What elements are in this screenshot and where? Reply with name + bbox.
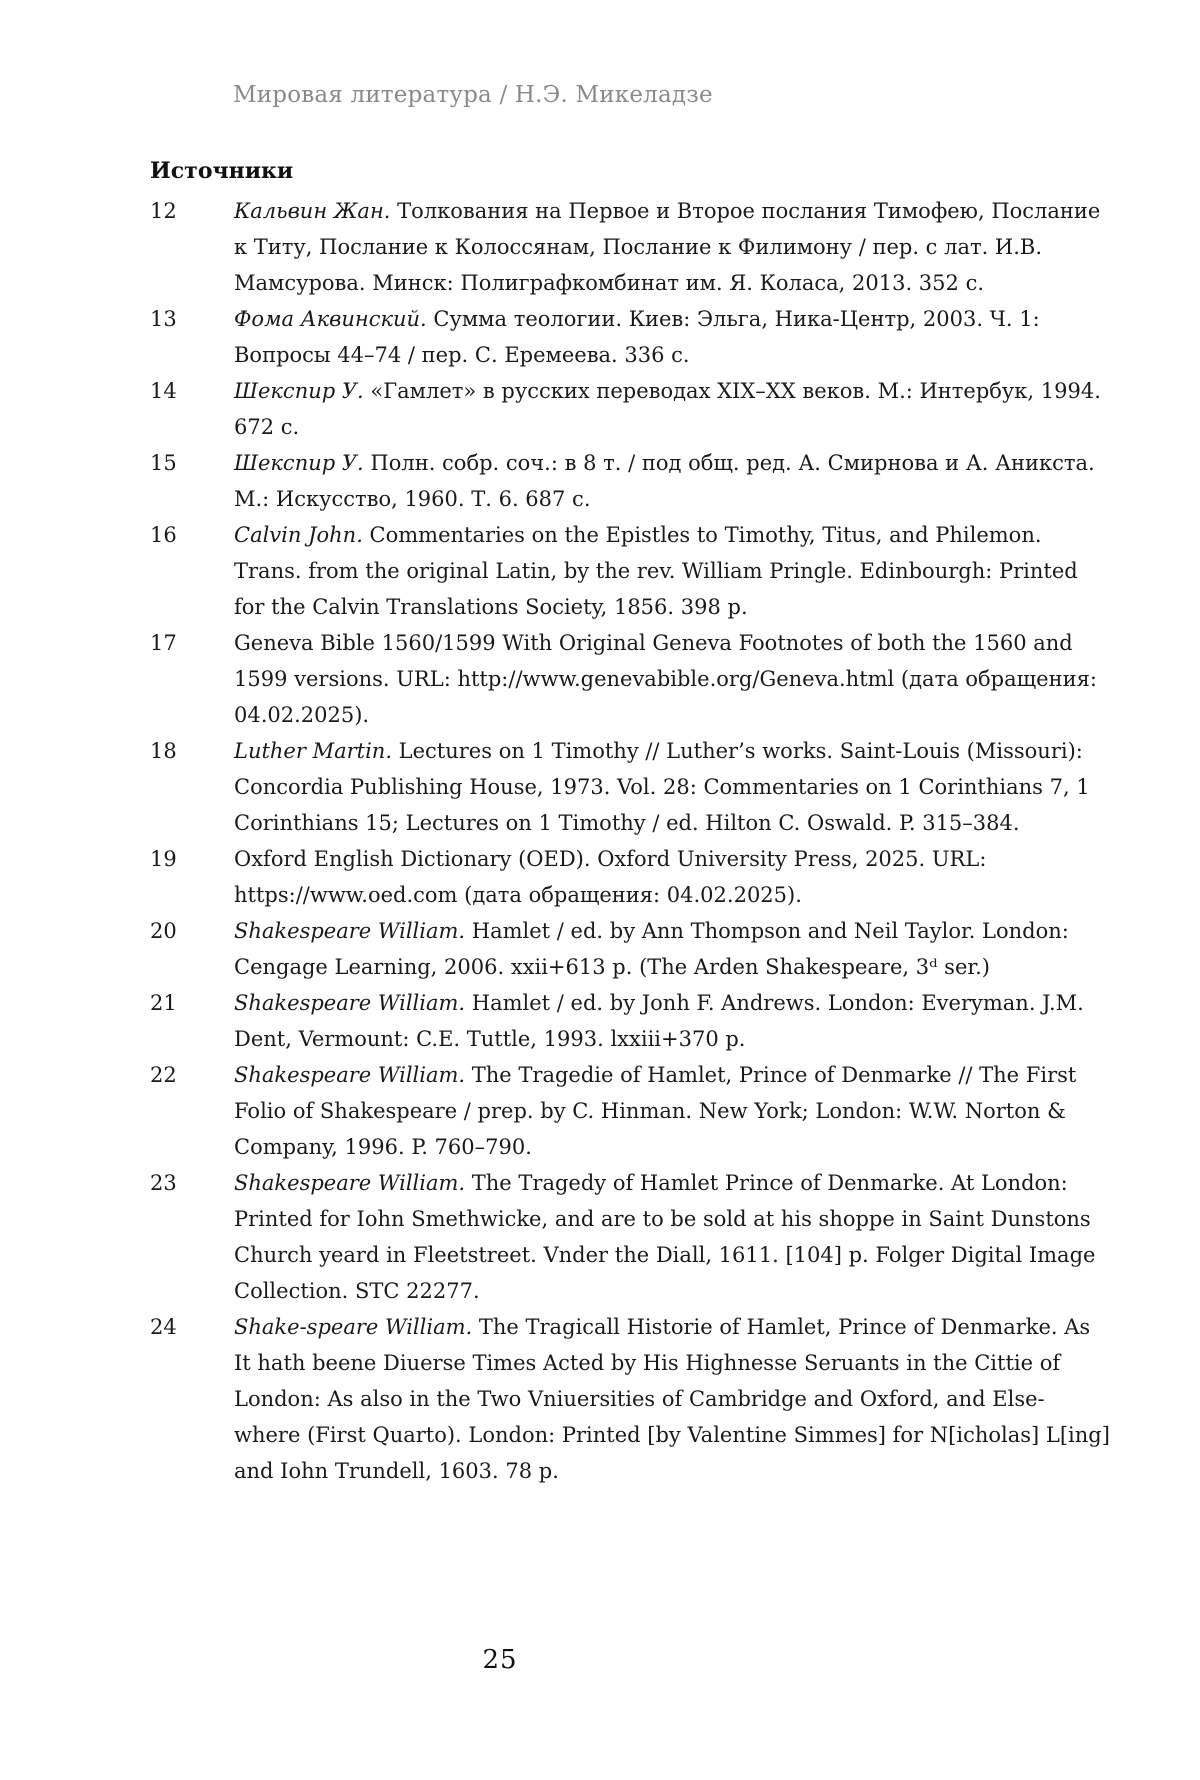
reference-item (150, 517, 1110, 625)
reference-number: 18 (150, 739, 177, 763)
reference-text (234, 841, 1110, 913)
reference-author: Shakespeare William. (234, 1063, 466, 1087)
reference-number: 20 (150, 919, 177, 943)
reference-item (150, 625, 1110, 733)
reference-text (234, 733, 1110, 841)
reference-item (150, 841, 1110, 913)
reference-number: 17 (150, 631, 177, 655)
reference-list (150, 193, 1110, 1489)
reference-body: Commentaries on the Epistles to Timothy, Titus, and Philemon. Trans. from the original Latin, by the rev. William Pringle. Edinbourgh: Printed for the Calvin Translations Society, 1856. 398 p. (234, 523, 1078, 619)
reference-text (234, 517, 1110, 625)
reference-item (150, 913, 1110, 985)
reference-body: Сумма теологии. Киев: Эльга, Ника-Центр, 2003. Ч. 1: Вопросы 44–74 / пер. С. Еремеева. 336 с. (234, 307, 1040, 367)
reference-item (150, 1309, 1110, 1489)
reference-item (150, 445, 1110, 517)
reference-item (150, 301, 1110, 373)
reference-author: Shakespeare William. (234, 919, 466, 943)
reference-body: The Tragedie of Hamlet, Prince of Denmarke // The First Folio of Shakespeare / prep. by C. Hinman. New York; London: W.W. Norton & Company, 1996. P. 760–790. (234, 1063, 1077, 1159)
reference-author: Шекспир У. (234, 451, 364, 475)
running-header: Мировая литература / Н.Э. Микеладзе (233, 82, 713, 108)
reference-body: Lectures on 1 Timothy // Luther’s works. Saint-Louis (Missouri): Concordia Publishing House, 1973. Vol. 28: Commentaries on 1 Corinthians 7, 1 Corinthians 15; Lectures on 1 Timothy / ed. Hilton C. Oswald. P. 315–384. (234, 739, 1090, 835)
reference-text (234, 625, 1110, 733)
reference-number: 23 (150, 1171, 177, 1195)
reference-author: Кальвин Жан. (234, 199, 391, 223)
reference-body: The Tragicall Historie of Hamlet, Prince of Denmarke. As It hath beene Diuerse Times Acted by His Highnesse Seruants in the Cittie of London: As also in the Two Vniuersities of Cambridge and Oxford, and Else-where (First Quarto). London: Printed [by Valentine Simmes] for N[icholas] L[ing] and Iohn Trundell, 1603. 78 p. (234, 1315, 1110, 1483)
reference-body: The Tragedy of Hamlet Prince of Denmarke. At London: Printed for Iohn Smethwicke, and are to be sold at his shoppe in Saint Dunstons Church yeard in Fleetstreet. Vnder the Diall, 1611. [104] p. Folger Digital Image Collection. STC 22277. (234, 1171, 1096, 1303)
reference-item (150, 373, 1110, 445)
reference-item (150, 733, 1110, 841)
reference-number: 24 (150, 1315, 177, 1339)
reference-text (234, 193, 1110, 301)
reference-number: 13 (150, 307, 177, 331)
reference-item (150, 193, 1110, 301)
reference-number: 22 (150, 1063, 177, 1087)
reference-body: Полн. собр. соч.: в 8 т. / под общ. ред. А. Смирнова и А. Аникста. М.: Искусство, 1960. Т. 6. 687 с. (234, 451, 1095, 511)
reference-item (150, 1165, 1110, 1309)
reference-author: Calvin John. (234, 523, 363, 547)
reference-text (234, 373, 1110, 445)
reference-author: Luther Martin. (234, 739, 392, 763)
reference-number: 15 (150, 451, 177, 475)
reference-text (234, 301, 1110, 373)
reference-text (234, 1165, 1110, 1309)
reference-author: Shakespeare William. (234, 991, 466, 1015)
reference-text (234, 445, 1110, 517)
reference-text (234, 1309, 1110, 1489)
reference-author: Шекспир У. (234, 379, 364, 403)
reference-body: «Гамлет» в русских переводах XIX–XX веков. М.: Интербук, 1994. 672 с. (234, 379, 1101, 439)
reference-number: 12 (150, 199, 177, 223)
reference-number: 14 (150, 379, 177, 403)
reference-body: Толкования на Первое и Второе послания Тимофею, Послание к Титу, Послание к Колоссянам, Послание к Филимону / пер. с лат. И.В. Мамсурова. Минск: Полиграфкомбинат им. Я. Коласа, 2013. 352 с. (234, 199, 1101, 295)
reference-number: 16 (150, 523, 177, 547)
reference-text (234, 1057, 1110, 1165)
reference-body: Geneva Bible 1560/1599 With Original Geneva Footnotes of both the 1560 and 1599 versions. URL: http://www.genevabible.org/Geneva.html (дата обращения: 04.02.2025). (234, 631, 1097, 727)
section-title: Источники (150, 158, 294, 184)
reference-text (234, 913, 1110, 985)
reference-body: Hamlet / ed. by Ann Thompson and Neil Taylor. London: Cengage Learning, 2006. xxii+613 p. (The Arden Shakespeare, 3ᵈ ser.) (234, 919, 1069, 979)
page-number: 25 (482, 1645, 518, 1675)
reference-text (234, 985, 1110, 1057)
reference-item (150, 1057, 1110, 1165)
reference-number: 21 (150, 991, 177, 1015)
reference-number: 19 (150, 847, 177, 871)
reference-author: Shake-speare William. (234, 1315, 473, 1339)
reference-body: Oxford English Dictionary (OED). Oxford University Press, 2025. URL: https://www.oed.com (дата обращения: 04.02.2025). (234, 847, 987, 907)
reference-author: Фома Аквинский. (234, 307, 427, 331)
reference-body: Hamlet / ed. by Jonh F. Andrews. London: Everyman. J.M. Dent, Vermount: C.E. Tuttle, 1993. lxxiii+370 p. (234, 991, 1084, 1051)
reference-author: Shakespeare William. (234, 1171, 466, 1195)
reference-item (150, 985, 1110, 1057)
